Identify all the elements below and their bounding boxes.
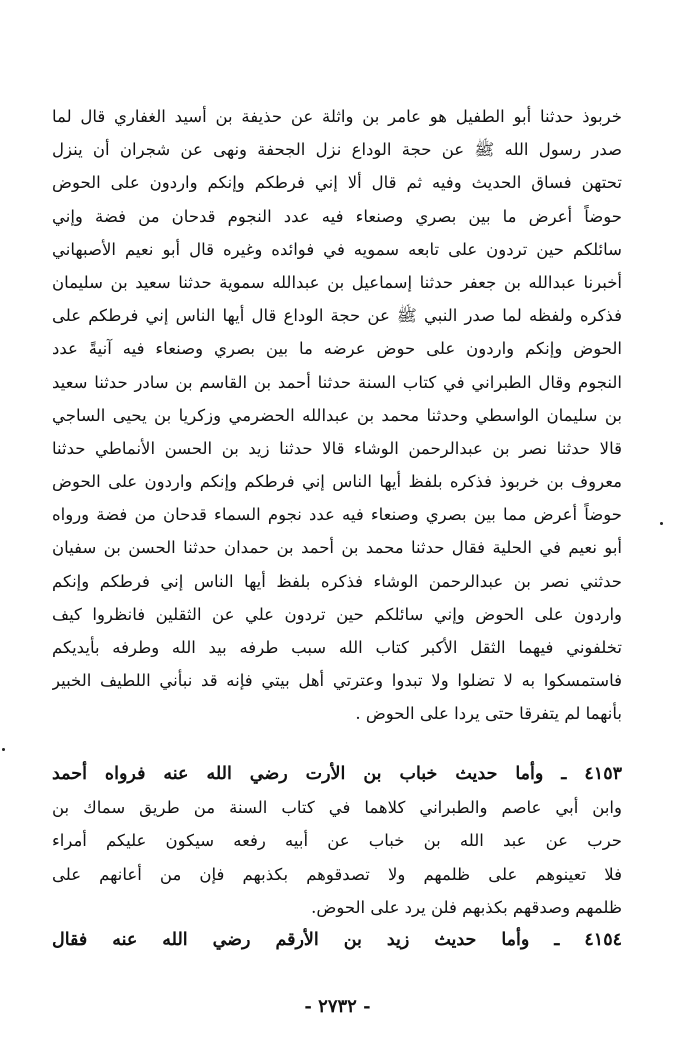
text-line: وابن أبي عاصم والطبراني كلاهما في كتاب السنة من طريق سماك بن bbox=[52, 798, 622, 818]
text-line: تخلفوني فيهما الثقل الأكبر كتاب الله سبب طرفه بيد الله وطرفه بأيديكم bbox=[52, 638, 622, 657]
text-line: حرب عن عبد الله بن خباب عن أبيه رفعه سيكون عليكم أمراء bbox=[52, 831, 622, 851]
text-line: بن سليمان الواسطي وحدثنا محمد بن عبدالله الحضرمي وزكريا بن يحيى الساجي bbox=[52, 405, 622, 425]
text-line: فاستمسكوا به لا تضلوا ولا تبدوا وعترتي أهل بيتي فإنه قد نبأني اللطيف الخبير bbox=[52, 671, 622, 691]
text-line: ظلمهم وصدقهم بكذبهم فلن يرد على الحوض. bbox=[311, 897, 622, 917]
text-line: فذكره ولفظه لما صدر النبي ﷺ عن حجة الوداع قال أيها الناس إني فرطكم على bbox=[52, 306, 622, 326]
text-line: فلا تعينوهم على ظلمهم ولا تصدقوهم بكذبهم فإن من أعانهم على bbox=[52, 864, 622, 884]
text-line: خربوذ حدثنا أبو الطفيل هو عامر بن واثلة عن حذيفة بن أسيد الغفاري قال لما bbox=[52, 107, 622, 126]
text-line: النجوم وقال الطبراني في كتاب السنة حدثنا أحمد بن القاسم بن سادر حدثنا سعيد bbox=[52, 372, 622, 392]
text-line: أخبرنا عبدالله بن جعفر حدثنا إسماعيل بن عبدالله سموية حدثنا سعيد بن سليمان bbox=[52, 272, 622, 292]
margin-dot-mark bbox=[2, 748, 5, 751]
text-line: حوضاً أعرض مما بين بصري وصنعاء فيه عدد نجوم السماء قدحان من فضة ورواه bbox=[52, 505, 622, 525]
text-line: واردون على الحوض وإني سائلكم حين تردون علي عن الثقلين فانظروا كيف bbox=[52, 604, 622, 624]
text-line: حدثني نصر بن عبدالرحمن الوشاء فذكره بلفظ أيها الناس إني فرطكم وإنكم bbox=[52, 571, 622, 591]
text-line: بأنهما لم يتفرقا حتى يردا على الحوض . bbox=[355, 704, 622, 724]
paragraph-hadith-hawd bbox=[52, 100, 622, 731]
text-line: تحتهن فساق الحديث وفيه ثم قال ألا إني فرطكم وإنكم واردون على الحوض bbox=[52, 173, 622, 193]
hadith-heading-4153: ٤١٥٣ ـ وأما حديث خباب بن الأرت رضي الله عنه فرواه أحمد bbox=[52, 764, 622, 784]
text-line: سائلكم حين تردون على تابعه سمويه في فوائده وغيره قال أبو نعيم الأصبهاني bbox=[52, 239, 622, 259]
text-line: أبو نعيم في الحلية فقال حدثنا محمد بن أحمد بن حمدان حدثنا الحسن بن سفيان bbox=[52, 538, 622, 558]
margin-dot-mark bbox=[660, 522, 663, 525]
text-line: صدر رسول الله ﷺ عن حجة الوداع نزل الجحفة ونهى عن شجران أن ينزل bbox=[52, 140, 622, 160]
text-line: قالا حدثنا نصر بن عبدالرحمن الوشاء قالا حدثنا زيد بن الحسن الأنماطي حدثنا bbox=[52, 438, 622, 458]
text-line: حوضاً أعرض ما بين بصري وصنعاء فيه عدد النجوم قدحان من فضة وإني bbox=[52, 206, 622, 226]
text-line: معروف بن خربوذ فذكره بلفظ أيها الناس إني فرطكم وإنكم واردون على الحوض bbox=[52, 472, 622, 492]
paragraph-hadith-zayd bbox=[52, 924, 622, 957]
text-line: الحوض وإنكم واردون على حوض عرضه ما بين بصري وصنعاء فيه آنيةً عدد bbox=[52, 339, 622, 359]
paragraph-hadith-khabbab bbox=[52, 758, 622, 924]
hadith-heading-4154: ٤١٥٤ ـ وأما حديث زيد بن الأرقم رضي الله عنه فقال bbox=[52, 930, 622, 950]
page-number: - ٢٧٣٢ - bbox=[304, 996, 371, 1017]
